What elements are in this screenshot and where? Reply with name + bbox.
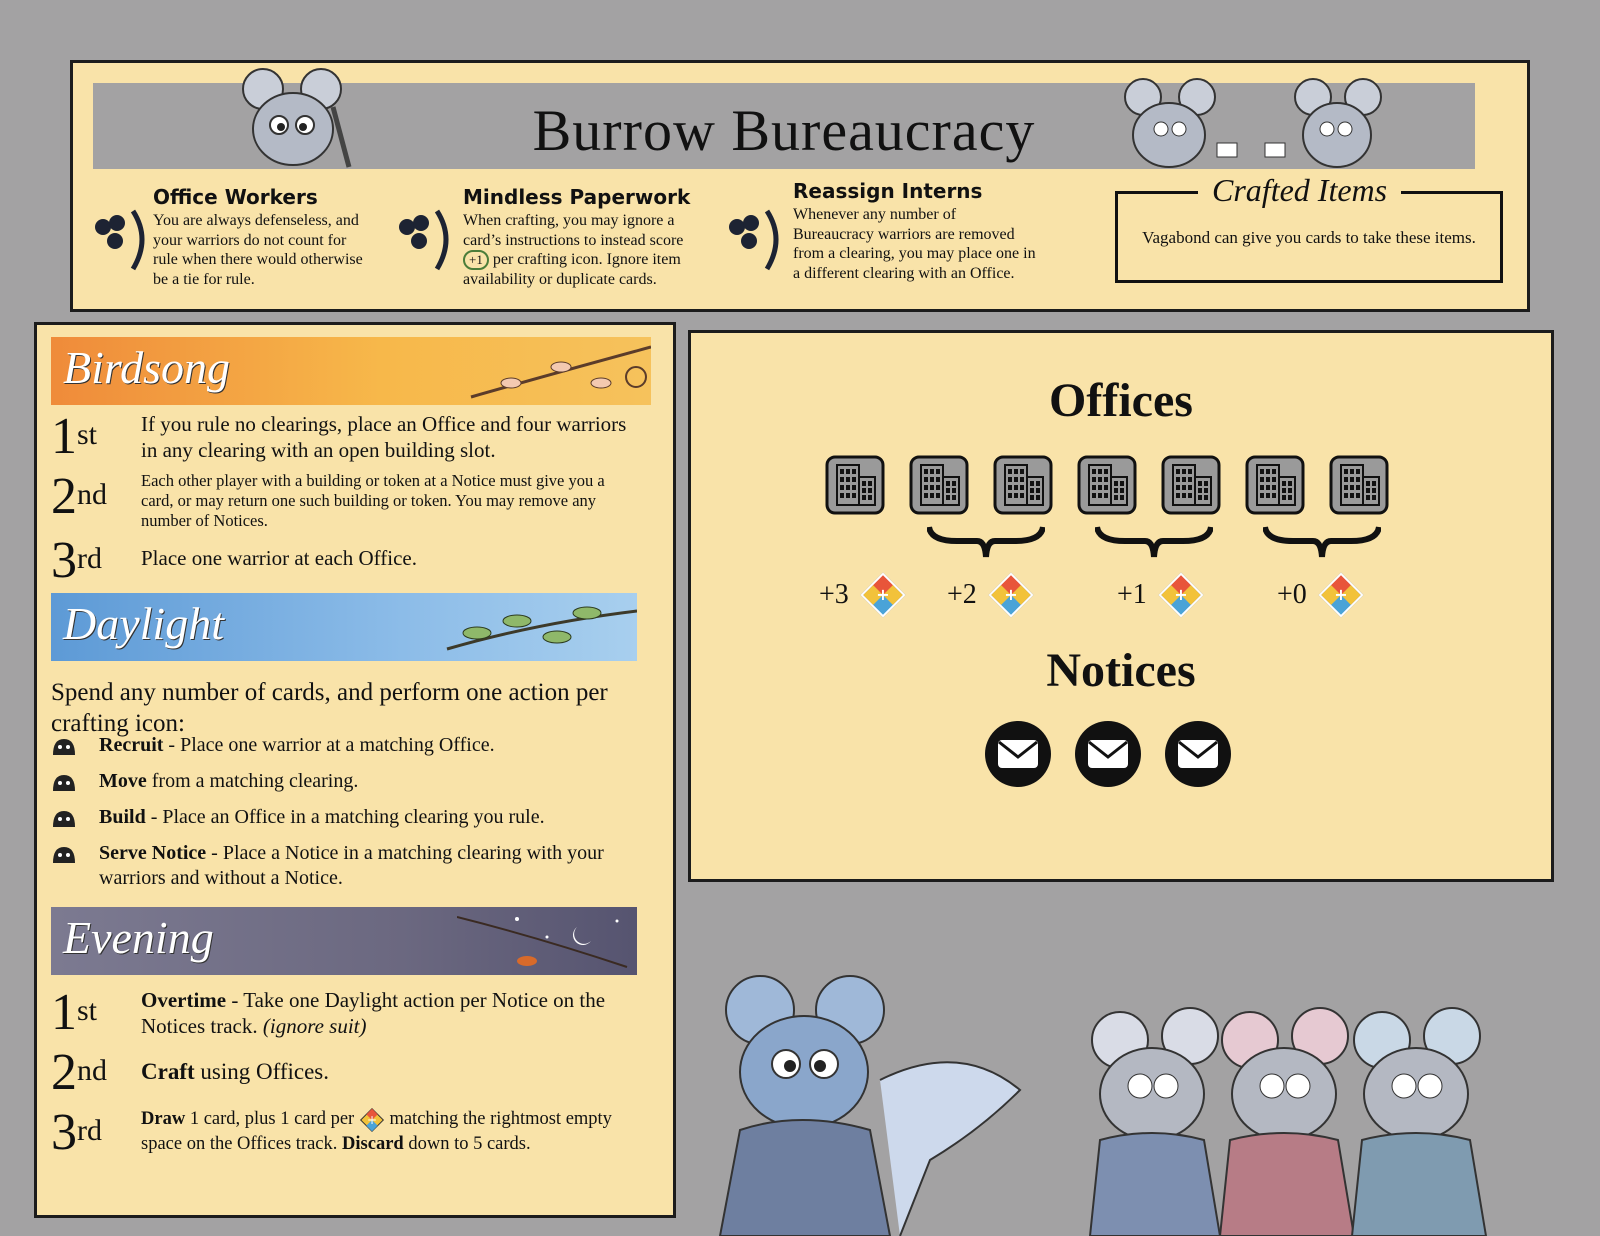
svg-text:+: +	[1004, 585, 1018, 604]
office-slot-icon	[1245, 455, 1305, 515]
ability-text: Whenever any number of Bureaucracy warriors are removed from a clearing, you may place one in a different clearing with an Office.	[793, 206, 1036, 282]
office-slot-icon	[825, 455, 885, 515]
tea-mice-icon	[1113, 77, 1393, 171]
action-serve-notice: Serve Notice - Place a Notice in a matching clearing with your warriors and without a Notice.	[51, 841, 651, 895]
mouse-with-scroll	[720, 976, 1020, 1236]
ability-text: When crafting, you may ignore a card’s instructions to instead score +1 per crafting icon. Ignore item availability or duplicate cards.	[463, 212, 684, 288]
mice-group	[1090, 1008, 1486, 1236]
crafted-items-text: Vagabond can give you cards to take these items.	[1142, 228, 1476, 247]
ability-title: Office Workers	[153, 185, 318, 209]
office-slot-icon	[909, 455, 969, 515]
writing-mouse-icon	[233, 67, 363, 171]
svg-text:+: +	[366, 1112, 377, 1127]
mouse-token-icon	[51, 735, 77, 757]
evening-step-2: 2nd Craft using Offices.	[51, 1044, 330, 1101]
turn-phases-card	[34, 322, 676, 1218]
branch-icon	[451, 337, 651, 405]
action-move: Move from a matching clearing.	[51, 769, 651, 799]
office-bonus-value: +1	[1117, 579, 1147, 610]
berry-icon	[397, 209, 453, 273]
evening-step-3: 3rd Draw 1 card, plus 1 card per + matching the rightmost empty space on the Offices track. Discard down to 5 cards.	[51, 1104, 612, 1161]
crafted-items-title: Crafted Items	[1198, 172, 1401, 209]
daylight-intro: Spend any number of cards, and perform one action per crafting icon:	[51, 679, 608, 737]
brace-icon	[927, 525, 1045, 561]
mouse-token-icon	[51, 807, 77, 829]
office-bonus	[947, 571, 1047, 621]
notices-title: Notices	[1046, 644, 1196, 697]
brace-icon	[1095, 525, 1213, 561]
action-build: Build - Place an Office in a matching clearing you rule.	[51, 805, 651, 835]
phase-title-evening: Evening	[63, 912, 214, 963]
berry-icon	[93, 209, 149, 273]
office-bonus	[819, 571, 919, 621]
berry-icon	[727, 209, 783, 273]
evening-band	[51, 907, 637, 975]
card-draw-icon	[859, 571, 907, 619]
birdsong-step-3: 3rd Place one warrior at each Office.	[51, 532, 417, 589]
action-recruit: Recruit - Place one warrior at a matching Office.	[51, 733, 651, 763]
office-slot-icon	[1329, 455, 1389, 515]
mouse-token-icon	[51, 771, 77, 793]
brace-icon	[1263, 525, 1381, 561]
office-slot-icon	[1161, 455, 1221, 515]
faction-header-card	[70, 60, 1530, 312]
card-suit-icon	[359, 1108, 385, 1132]
notice-slot-envelope-icon	[983, 719, 1053, 789]
notice-slot-envelope-icon	[1073, 719, 1143, 789]
leaves-icon	[437, 593, 637, 661]
notice-slot-envelope-icon	[1163, 719, 1233, 789]
card-draw-icon	[987, 571, 1035, 619]
mice-illustration	[700, 960, 1600, 1236]
ability-title: Reassign Interns	[793, 179, 983, 203]
tracks-card	[688, 330, 1554, 882]
card-draw-icon	[1157, 571, 1205, 619]
office-bonus-value: +2	[947, 579, 977, 610]
ability-mindless-paperwork	[397, 185, 727, 295]
office-bonus-value: +3	[819, 579, 849, 610]
phase-title-birdsong: Birdsong	[63, 342, 230, 393]
ability-office-workers	[93, 185, 393, 295]
faction-title: Burrow Bureaucracy	[532, 98, 1036, 163]
ability-text: You are always defenseless, and your warriors do not count for rule when there would otherwise be a tie for rule.	[153, 212, 363, 288]
daylight-band	[51, 593, 637, 661]
office-slot-icon	[993, 455, 1053, 515]
birdsong-band	[51, 337, 651, 405]
svg-text:+: +	[1174, 585, 1188, 604]
victory-point-token: +1	[463, 250, 489, 270]
birdsong-step-2: 2nd Each other player with a building or token at a Notice must give you a card, or may return one such building or token. You may remove any number of Notices.	[51, 468, 605, 530]
crafted-items-box	[1115, 172, 1503, 283]
ability-title: Mindless Paperwork	[463, 185, 691, 209]
office-bonus	[1117, 571, 1217, 621]
svg-text:+: +	[1334, 585, 1348, 604]
office-bonus	[1277, 571, 1377, 621]
office-bonus-value: +0	[1277, 579, 1307, 610]
phase-title-daylight: Daylight	[63, 598, 224, 649]
evening-step-1: 1st Overtime - Take one Daylight action per Notice on the Notices track. (ignore suit)	[51, 984, 606, 1041]
ability-reassign-interns	[727, 179, 1077, 289]
mouse-token-icon	[51, 843, 77, 865]
svg-text:+: +	[876, 585, 890, 604]
card-draw-icon	[1317, 571, 1365, 619]
birdsong-step-1: 1st If you rule no clearings, place an Office and four warriors in any clearing with an open building slot.	[51, 408, 627, 465]
offices-title: Offices	[1049, 374, 1193, 427]
moon-branch-icon	[457, 907, 637, 975]
office-slot-icon	[1077, 455, 1137, 515]
title-band	[93, 83, 1475, 169]
